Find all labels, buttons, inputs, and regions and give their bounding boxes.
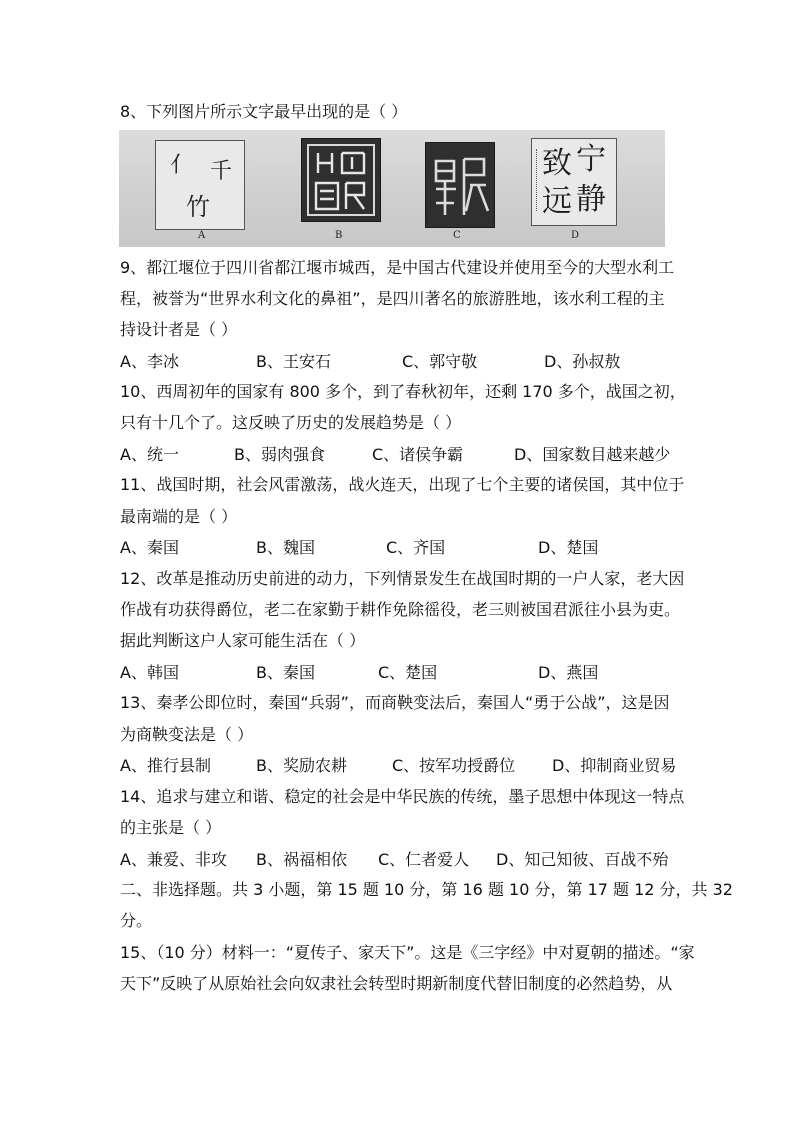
q14-options [120, 850, 680, 870]
q10-option-b[interactable]: B、弱肉强食 [234, 445, 325, 464]
seal-image-a [155, 140, 245, 230]
q11-option-b[interactable]: B、魏国 [256, 538, 315, 557]
seal-a-glyph-2: 千 [210, 159, 233, 184]
q13-option-d[interactable]: D、抑制商业贸易 [552, 756, 677, 775]
q10-option-a[interactable]: A、统一 [120, 445, 179, 464]
seal-image-b [301, 138, 381, 222]
q8-seal-images-photo [119, 130, 665, 247]
q15-stem-line-1: 15、（10 分）材料一：“夏传子、家天下”。这是《三字经》中对夏朝的描述。“家 [120, 943, 695, 962]
q10-option-c[interactable]: C、诸侯争霸 [372, 445, 464, 464]
seal-caption-b: B [335, 230, 343, 241]
q14-option-c[interactable]: C、仁者爱人 [378, 850, 470, 869]
q12-stem-line-3: 据此判断这户人家可能生活在（ ） [120, 631, 366, 650]
q11-option-c[interactable]: C、齐国 [386, 538, 446, 557]
q12-option-b[interactable]: B、秦国 [256, 663, 315, 682]
q12-stem-line-2: 作战有功获得爵位，老二在家勤于耕作免除徭役，老三则被国君派往小县为吏。 [120, 600, 681, 619]
q9-stem-line-3: 持设计者是（ ） [120, 320, 238, 339]
q14-stem-line-2: 的主张是（ ） [120, 818, 222, 837]
q9-option-c[interactable]: C、郭守敬 [402, 352, 478, 371]
q13-option-c[interactable]: C、按军功授爵位 [392, 756, 516, 775]
q9-stem-line-2: 程，被誉为“世界水利文化的鼻祖”，是四川著名的旅游胜地，该水利工程的主 [120, 289, 665, 308]
seal-d-side-inscription [536, 149, 540, 211]
seal-image-c [425, 142, 495, 228]
seal-a-glyph-3: 竹 [186, 193, 210, 221]
seal-caption-c: C [453, 230, 461, 241]
q10-option-d[interactable]: D、国家数目越来越少 [514, 445, 671, 464]
q14-option-b[interactable]: B、祸福相依 [256, 850, 347, 869]
section-2-heading-line-2: 分。 [120, 911, 153, 930]
seal-d-glyph-4: 远 [542, 184, 572, 219]
q14-option-a[interactable]: A、兼爱、非攻 [120, 850, 227, 869]
q13-options [120, 756, 680, 776]
q13-option-a[interactable]: A、推行县制 [120, 756, 211, 775]
section-2-heading-line-1: 二、非选择题。共 3 小题，第 15 题 10 分，第 16 题 10 分，第 17 题 12 分，共 32 [120, 880, 733, 899]
seal-caption-a: A [198, 230, 206, 241]
q8-stem: 8、下列图片所示文字最早出现的是（ ） [120, 102, 408, 121]
seal-d-glyph-1: 宁 [576, 142, 606, 177]
q11-options [120, 538, 680, 558]
q9-options [120, 352, 680, 372]
seal-d-glyph-2: 静 [576, 182, 606, 217]
q11-option-d[interactable]: D、楚国 [538, 538, 599, 557]
q14-stem-line-1: 14、追求与建立和谐、稳定的社会是中华民族的传统，墨子思想中体现这一特点 [120, 787, 685, 806]
q9-option-a[interactable]: A、李冰 [120, 352, 179, 371]
q10-stem-line-1: 10、西周初年的国家有 800 多个，到了春秋初年，还剩 170 多个，战国之初， [120, 382, 686, 401]
q11-option-a[interactable]: A、秦国 [120, 538, 179, 557]
q12-option-c[interactable]: C、楚国 [378, 663, 438, 682]
q9-option-d[interactable]: D、孙叔敖 [544, 352, 621, 371]
q11-stem-line-1: 11、战国时期，社会风雷激荡，战火连天，出现了七个主要的诸侯国，其中位于 [120, 475, 685, 494]
q12-options [120, 663, 680, 683]
q12-option-d[interactable]: D、燕国 [538, 663, 599, 682]
q13-option-b[interactable]: B、奖励农耕 [256, 756, 347, 775]
q15-stem-line-2: 天下”反映了从原始社会向奴隶社会转型时期新制度代替旧制度的必然趋势，从 [120, 974, 673, 993]
q12-option-a[interactable]: A、韩国 [120, 663, 179, 682]
seal-c-strokes [426, 143, 494, 227]
seal-caption-d: D [571, 230, 580, 241]
seal-b-strokes [302, 139, 380, 221]
q9-stem-line-1: 9、都江堰位于四川省都江堰市城西，是中国古代建设并使用至今的大型水利工 [120, 258, 675, 277]
q10-options [120, 445, 680, 465]
q14-option-d[interactable]: D、知己知彼、百战不殆 [496, 850, 669, 869]
q13-stem-line-2: 为商鞅变法是（ ） [120, 725, 254, 744]
seal-image-d [531, 138, 617, 226]
seal-a-glyph-1: 亻 [170, 153, 193, 178]
q11-stem-line-2: 最南端的是（ ） [120, 507, 238, 526]
seal-d-glyph-3: 致 [542, 146, 572, 181]
q10-stem-line-2: 只有十几个了。这反映了历史的发展趋势是（ ） [120, 413, 462, 432]
q13-stem-line-1: 13、秦孝公即位时，秦国“兵弱”，而商鞅变法后，秦国人“勇于公战”，这是因 [120, 693, 670, 712]
q9-option-b[interactable]: B、王安石 [256, 352, 331, 371]
q12-stem-line-1: 12、改革是推动历史前进的动力，下列情景发生在战国时期的一户人家，老大因 [120, 569, 685, 588]
